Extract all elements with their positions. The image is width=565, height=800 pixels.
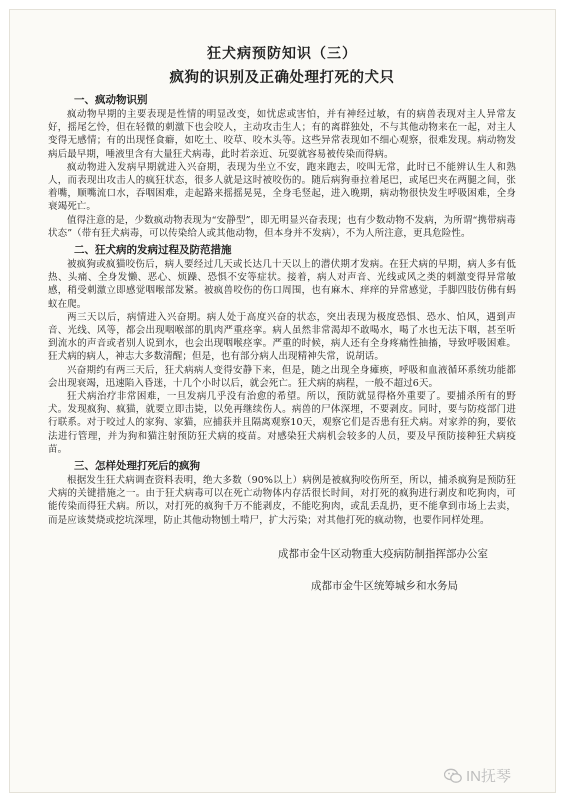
paragraph: 两三天以后，病情进入兴奋期。病人处于高度兴奋的状态，突出表现为极度恐惧、恐水、怕风，遇到声音、光线、风等，都会出现咽喉部的肌肉严重痉挛。病人虽然非常渴却不敢喝水，喝了水也无法下咽，甚至听到流水的声音或者别人说到水，也会出现咽喉痉挛。严重的时候，病人还有全身疼痛性抽搐，导致呼吸困难。狂犬病的病人，神志大多数清醒；但是，也有部分病人出现精神失常，说胡话。 bbox=[48, 311, 516, 363]
section-heading: 二、狂犬病的发病过程及防范措施 bbox=[74, 244, 232, 257]
paragraph: 疯动物进入发病早期就进入兴奋期，表现为坐立不安，跑来跑去，咬叫无常，此时已不能辨认生人和熟人，而表现出攻击人的疯狂状态，很多人就是这时被咬伤的。随后病狗垂拉着尾巴，或尾巴夹在两腿之间，张着嘴，顺嘴流口水，吞咽困难，走起路来摇摇晃晃，全身毛竖起，进入晚期，病动物很快发生呼吸困难，全身衰竭死亡。 bbox=[48, 161, 516, 213]
document-content bbox=[48, 45, 516, 593]
wechat-icon bbox=[444, 768, 462, 784]
section-heading: 一、疯动物识别 bbox=[74, 94, 148, 106]
document-title: 狂犬病预防知识（三） bbox=[207, 46, 357, 62]
watermark bbox=[444, 765, 511, 786]
section-2 bbox=[48, 243, 516, 456]
paragraph: 疯动物早期的主要表现是性情的明显改变，如忧虑或害怕，并有神经过敏，有的病兽表现对主人异常友好，摇尾乞怜，但在轻微的刺激下也会咬人，主动攻击生人；有的离群独处，不与其他动物来在一起，对主人变得无感情；有的出现怪食癖，如吃土、咬草、咬木头等。这些异常表现如不细心观察，很难发现。病动物发病后最早期，唾液里含有大量狂犬病毒，此时若亲近、玩耍就容易被传染而得病。 bbox=[48, 109, 516, 160]
section-3 bbox=[48, 459, 516, 527]
document-page bbox=[10, 10, 555, 792]
paragraph: 根据发生狂犬病调查资料表明，绝大多数（90%以上）病例是被疯狗咬伤所至，所以，捕杀疯狗是预防狂犬病的关键措施之一。由于狂犬病毒可以在死亡动物体内存活很长时间，对打死的疯狗进行剥皮和吃狗肉，可能传染而得狂犬病。所以，对打死的疯狗千万不能剥皮，不能吃狗肉，或乱丢乱扔，更不能拿到市场上去卖，而是应该焚烧或挖坑深埋，防止其他动物刨土啃尸，扩大污染；对其他打死的疯动物，也要作同样处理。 bbox=[48, 475, 516, 526]
document-subtitle: 疯狗的识别及正确处理打死的犬只 bbox=[169, 69, 395, 86]
section-heading: 三、怎样处理打死后的疯狗 bbox=[74, 460, 200, 473]
paragraph: 狂犬病治疗非常困难，一旦发病几乎没有治愈的希望。所以，预防就显得格外重要了。要捕杀所有的野犬。发现疯狗、疯猫，就要立即击毙，以免再继续伤人。病兽的尸体深埋，不要剥皮。同时，要与防疫部门进行联系。对于咬过人的家狗、家猫，应捕获并且隔离观察10天，观察它们是否患有狂犬病。对家养的狗，要依法进行管理，并为狗和猫注射预防狂犬病的疫苗。对感染狂犬病机会较多的人员，要及早预防接种狂犬病疫苗。 bbox=[48, 391, 516, 455]
section-1 bbox=[48, 93, 516, 240]
watermark-text: IN抚琴 bbox=[466, 768, 512, 785]
signature-office: 成都市金牛区动物重大疫病防制指挥部办公室 bbox=[278, 547, 488, 560]
paragraph: 值得注意的是，少数疯动物表现为“安静型”，即无明显兴奋表现；也有少数动物不发病，为所谓“携带病毒状态”（带有狂犬病毒，可以传染给人或其他动物，但本身并不发病），不为人所注意，更具危险性。 bbox=[48, 214, 516, 239]
paragraph: 兴奋期约有两三天后，狂犬病病人变得安静下来，但是，随之出现全身瘫痪，呼吸和血液循环系统功能都会出现衰竭，迅速陷入昏迷，十几个小时以后，就会死亡。狂犬病的病程，一般不超过6天。 bbox=[48, 364, 516, 389]
signature-bureau: 成都市金牛区统筹城乡和水务局 bbox=[311, 579, 458, 592]
paragraph: 被疯狗或疯猫咬伤后，病人要经过几天或长达几十天以上的潜伏期才发病。在狂犬病的早期，病人多有低热、头痛、全身发懒、恶心、烦躁、恐惧不安等症状。接着，病人对声音、光线或风之类的刺激变得异常敏感，稍受刺激立即感觉咽喉部发紧。被疯兽咬伤的伤口周围，也有麻木、痒痒的异常感觉，手脚四肢仿佛有蚂蚁在爬。 bbox=[48, 259, 516, 310]
